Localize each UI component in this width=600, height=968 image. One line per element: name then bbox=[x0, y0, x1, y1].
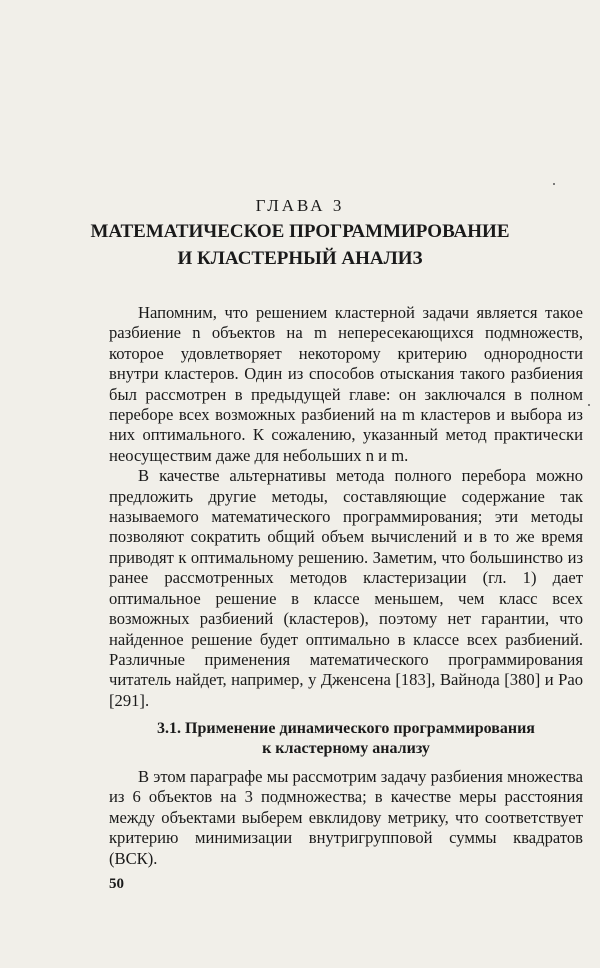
section-heading-line-1: 3.1. Применение динамического программирования bbox=[157, 720, 535, 737]
intro-paragraph-2: В качестве альтернативы метода полного перебора можно предложить другие методы, составляющие содержание так называемого математического программирования; эти методы позволяют сократить общий объем вычислений и в то же время приводят к оптимальному решению. Заметим, что большинство из ранее рассмотренных методов кластеризации (гл. 1) дает оптимальное решение в классе меньшем, чем класс всех возможных разбиений (кластеров), поэтому нет гарантии, что найденное решение будет оптимально в классе всех разбиений. Различные применения математического программирования читатель найдет, например, у Дженсена [183], Вайнода [380] и Рао [291]. bbox=[109, 466, 583, 710]
page-number: 50 bbox=[109, 876, 124, 892]
chapter-label: ГЛАВА 3 bbox=[255, 196, 345, 215]
section-text bbox=[109, 767, 583, 869]
print-speck bbox=[553, 183, 555, 185]
chapter-title bbox=[0, 218, 600, 272]
chapter-title-line-1: МАТЕМАТИЧЕСКОЕ ПРОГРАММИРОВАНИЕ bbox=[90, 221, 510, 242]
section-paragraph-1: В этом параграфе мы рассмотрим задачу разбиения множества из 6 объектов на 3 подмножества; в качестве меры расстояния между объектами выберем евклидову метрику, что соответствует критерию минимизации внутригрупповой суммы квадратов (ВСК). bbox=[109, 767, 583, 868]
chapter-title-line-2: И КЛАСТЕРНЫЙ АНАЛИЗ bbox=[177, 248, 423, 269]
section-heading-line-2: к кластерному анализу bbox=[262, 740, 430, 757]
intro-paragraph-1: Напомним, что решением кластерной задачи является такое разбиение n объектов на m непересекающихся подмножеств, которое удовлетворяет некоторому критерию однородности внутри кластеров. Один из способов отыскания такого разбиения был рассмотрен в предыдущей главе: он заключался в полном переборе всех возможных разбиений на m кластеров и выбора из них оптимального. К сожалению, указанный метод практически неосуществим даже для небольших n и m. bbox=[109, 303, 583, 465]
print-speck bbox=[588, 404, 590, 406]
intro-text bbox=[109, 303, 583, 711]
section-heading bbox=[109, 719, 583, 759]
